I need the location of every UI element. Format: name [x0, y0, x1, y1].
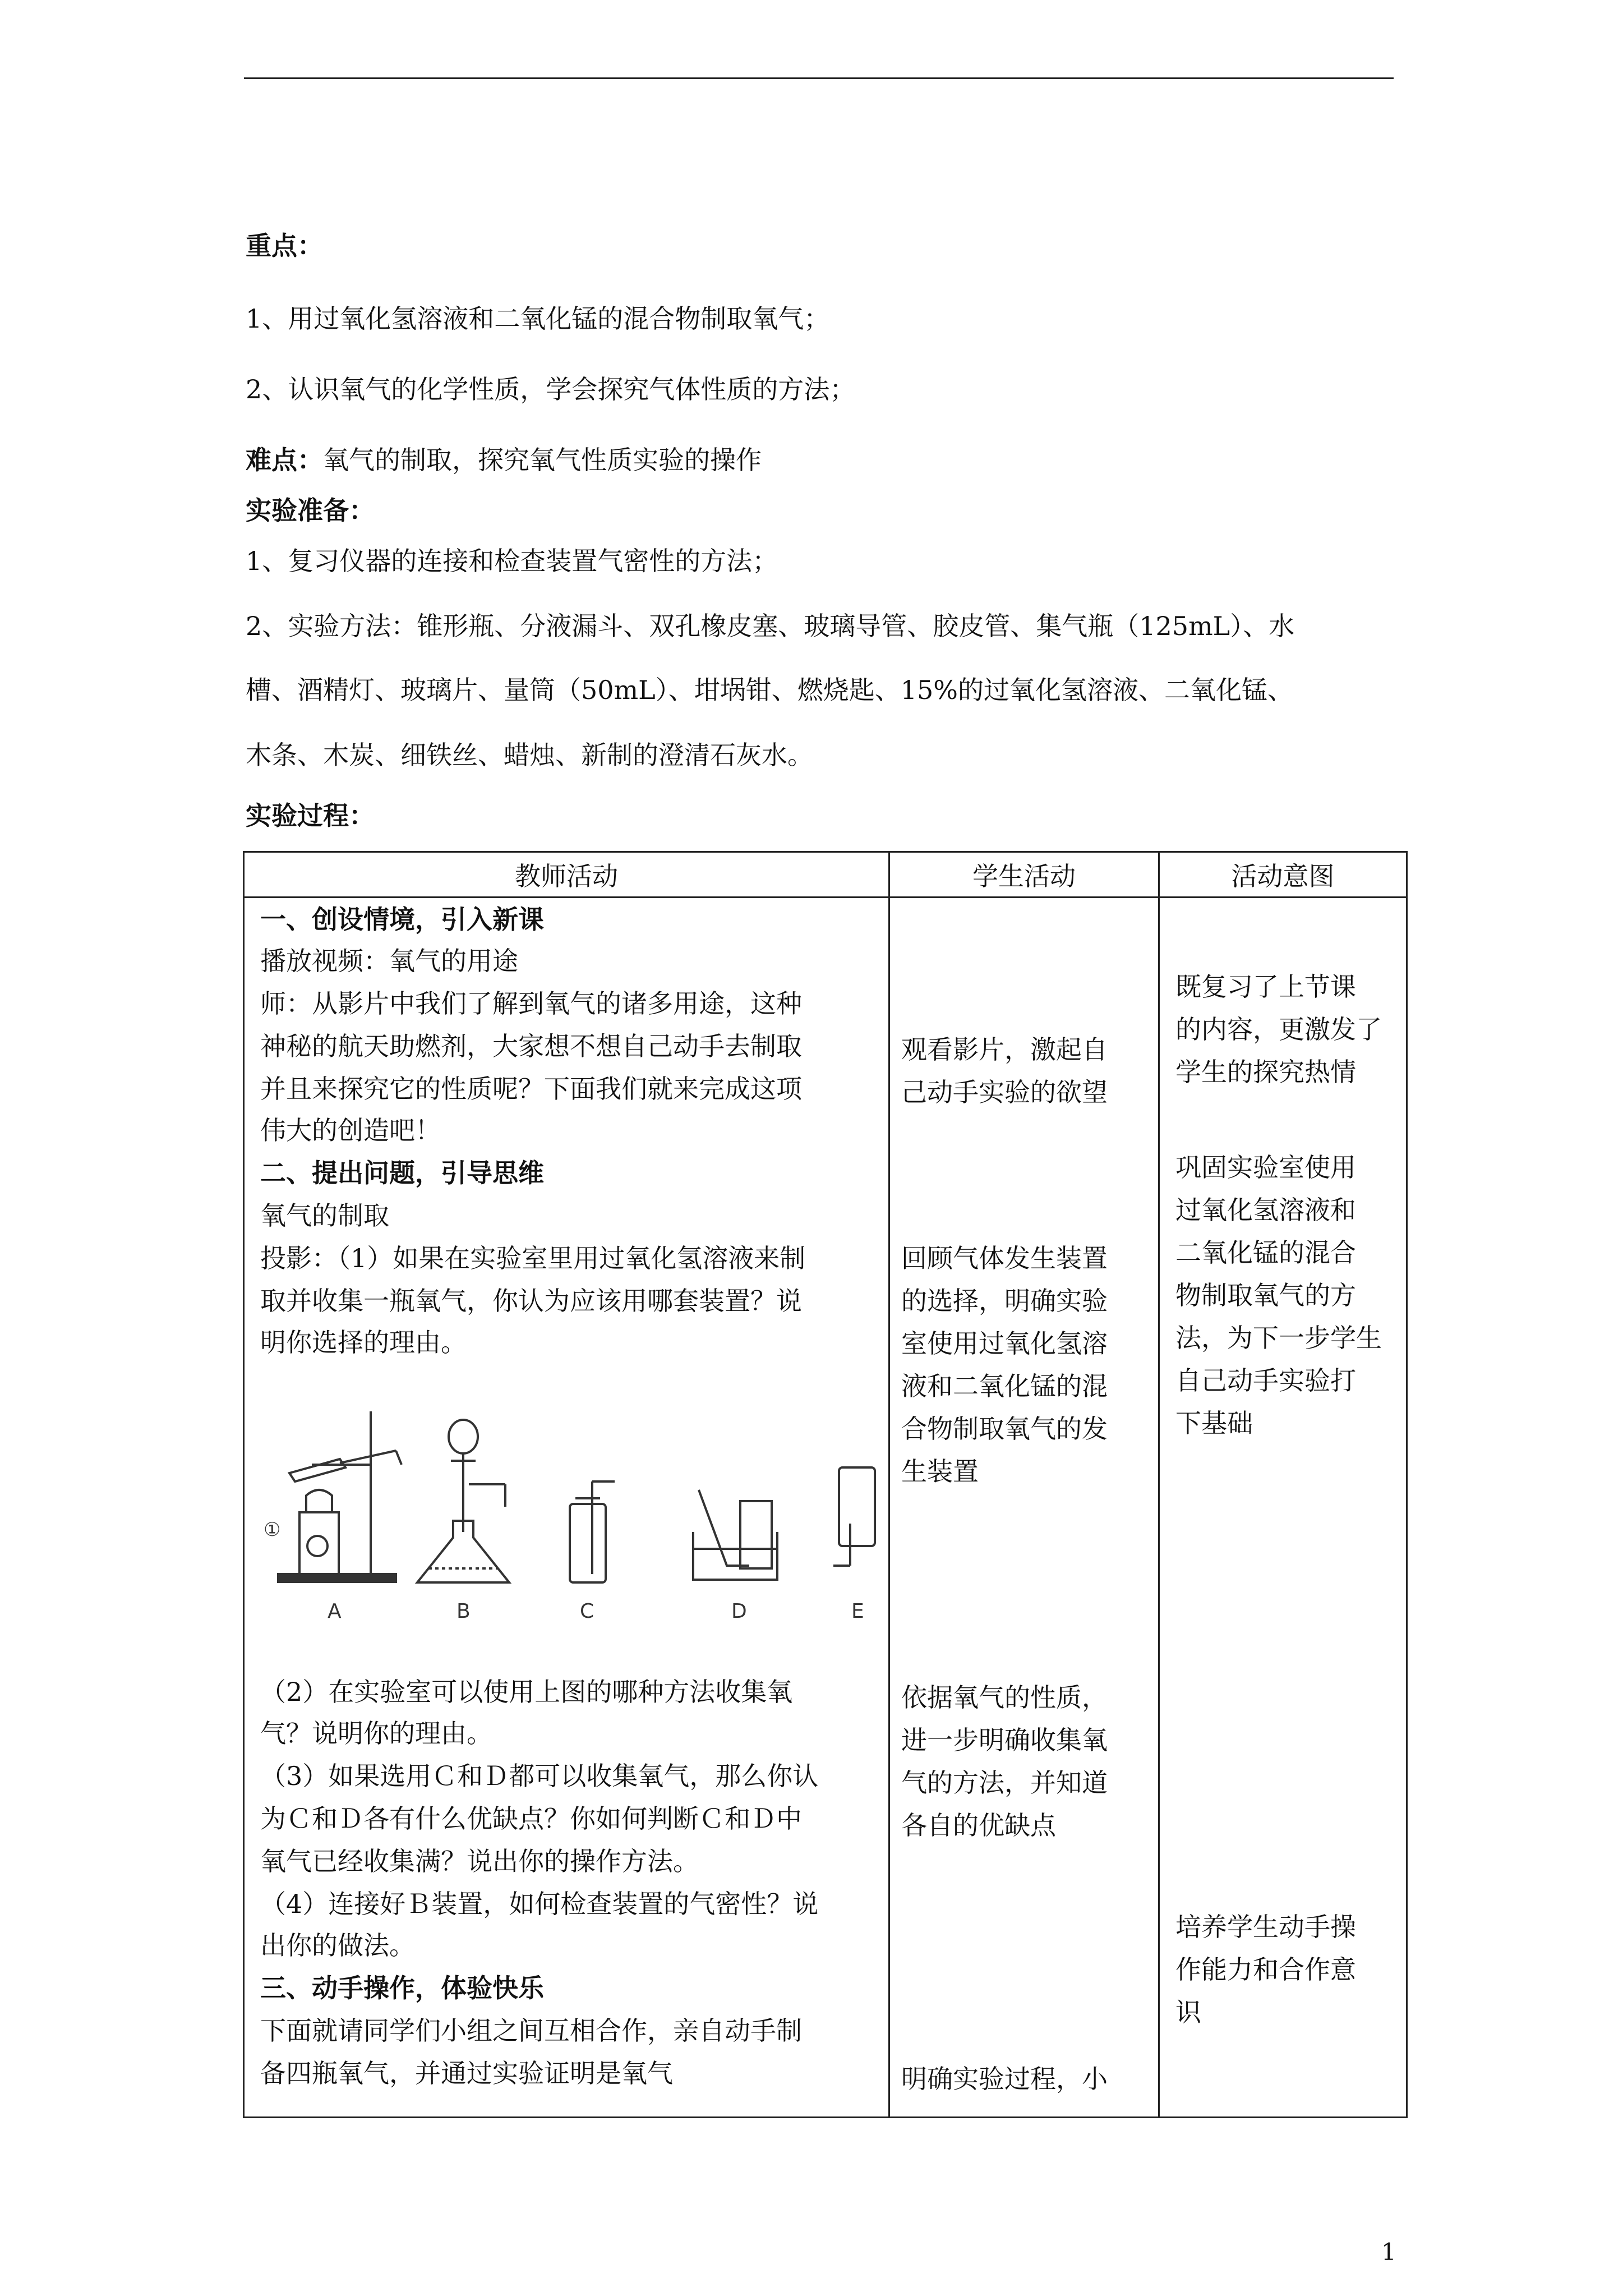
student-line: 生装置	[901, 1456, 979, 1487]
student-line: 室使用过氧化氢溶	[901, 1328, 1108, 1359]
student-line: 进一步明确收集氧	[901, 1725, 1108, 1755]
table-header-row	[244, 852, 1407, 898]
preparation-item-2-line-3: 木条、木炭、细铁丝、蜡烛、新制的澄清石灰水。	[246, 740, 813, 770]
student-line: 回顾气体发生装置	[901, 1243, 1108, 1273]
heat-source-marker: ①	[264, 1519, 281, 1541]
teacher-line: 并且来探究它的性质呢？下面我们就来完成这项	[260, 1074, 802, 1104]
preparation-item-1: 1、复习仪器的连接和检查装置气密性的方法；	[246, 546, 778, 576]
apparatus-label-e: E	[851, 1600, 864, 1623]
page-number: 1	[1381, 2238, 1396, 2266]
section-1-title: 一、创设情境，引入新课	[260, 904, 544, 935]
teacher-line: 出你的做法。	[260, 1930, 415, 1961]
table-body-row	[244, 898, 1407, 2118]
activity-intent-cell	[1159, 898, 1407, 2118]
teacher-line: 取并收集一瓶氧气，你认为应该用哪套装置？说	[260, 1286, 802, 1316]
apparatus-e	[833, 1467, 875, 1566]
apparatus-label-c: C	[580, 1600, 594, 1623]
teacher-line: （3）如果选用Ｃ和Ｄ都可以收集氧气，那么你认	[260, 1761, 819, 1791]
key-point-1: 1、用过氧化氢溶液和二氧化锰的混合物制取氧气；	[246, 303, 830, 334]
difficulty-line	[246, 443, 762, 477]
apparatus-label-d: D	[731, 1600, 747, 1623]
teacher-line: 伟大的创造吧！	[260, 1115, 441, 1145]
teacher-line: 投影：（1）如果在实验室里用过氧化氢溶液来制	[260, 1243, 806, 1273]
student-line: 合物制取氧气的发	[901, 1414, 1108, 1444]
teacher-line: 气？说明你的理由。	[260, 1718, 492, 1749]
teacher-line: 备四瓶氧气，并通过实验证明是氧气	[260, 2058, 673, 2088]
section-2-title: 二、提出问题，引导思维	[260, 1158, 544, 1188]
intent-line: 培养学生动手操	[1175, 1912, 1356, 1942]
header-activity-intent: 活动意图	[1159, 852, 1407, 898]
intent-line: 既复习了上节课	[1175, 972, 1356, 1002]
intent-line: 过氧化氢溶液和	[1175, 1195, 1356, 1225]
intent-line: 自己动手实验打	[1175, 1365, 1356, 1396]
teacher-line: 氧气的制取	[260, 1200, 389, 1231]
lesson-table	[243, 851, 1408, 2118]
intent-line: 识	[1175, 1997, 1201, 2027]
teacher-line: 为Ｃ和Ｄ各有什么优缺点？你如何判断Ｃ和Ｄ中	[260, 1803, 802, 1834]
intent-line: 作能力和合作意	[1175, 1954, 1356, 1985]
intent-line: 巩固实验室使用	[1175, 1152, 1356, 1182]
student-line: 液和二氧化锰的混	[901, 1371, 1108, 1401]
student-line: 观看影片，激起自	[901, 1034, 1108, 1065]
teacher-line: 下面就请同学们小组之间互相合作，亲自动手制	[260, 2016, 802, 2046]
difficulty-label: 难点：	[246, 445, 323, 475]
apparatus-b	[417, 1420, 509, 1582]
teacher-line: 氧气已经收集满？说出你的操作方法。	[260, 1846, 699, 1876]
key-points-heading: 重点：	[246, 231, 323, 261]
apparatus-label-a: A	[328, 1600, 342, 1623]
header-student-activity: 学生活动	[889, 852, 1159, 898]
header-teacher-activity: 教师活动	[244, 852, 889, 898]
key-point-2: 2、认识氧气的化学性质，学会探究气体性质的方法；	[246, 374, 856, 404]
teacher-activity-cell	[244, 898, 889, 2118]
intent-line: 学生的探究热情	[1175, 1057, 1356, 1087]
preparation-item-2-line-1: 2、实验方法：锥形瓶、分液漏斗、双孔橡皮塞、玻璃导管、胶皮管、集气瓶（125mL）、水	[246, 611, 1295, 641]
preparation-heading: 实验准备：	[246, 495, 375, 526]
intent-line: 下基础	[1175, 1408, 1253, 1438]
difficulty-text: 氧气的制取，探究氧气性质实验的操作	[323, 445, 762, 475]
intent-line: 的内容，更激发了	[1175, 1014, 1382, 1045]
teacher-line: （4）连接好Ｂ装置，如何检查装置的气密性？说	[260, 1889, 819, 1919]
apparatus-figure	[256, 1411, 878, 1625]
apparatus-label-b: B	[457, 1600, 471, 1623]
teacher-line: （2）在实验室可以使用上图的哪种方法收集氧	[260, 1677, 793, 1707]
apparatus-c	[570, 1481, 615, 1582]
student-activity-cell	[889, 898, 1159, 2118]
student-line: 各自的优缺点	[901, 1810, 1056, 1841]
intent-line: 物制取氧气的方	[1175, 1280, 1356, 1310]
section-3-title: 三、动手操作，体验快乐	[260, 1973, 544, 2003]
apparatus-a	[278, 1411, 402, 1582]
intent-line: 二氧化锰的混合	[1175, 1237, 1356, 1268]
apparatus-d	[693, 1490, 777, 1580]
student-line: 气的方法，并知道	[901, 1768, 1108, 1798]
student-line: 明确实验过程，小	[901, 2064, 1108, 2094]
student-line: 己动手实验的欲望	[901, 1077, 1108, 1107]
preparation-item-2-line-2: 槽、酒精灯、玻璃片、量筒（50mL）、坩埚钳、燃烧匙、15%的过氧化氢溶液、二氧化锰、	[246, 675, 1293, 705]
teacher-line: 明你选择的理由。	[260, 1327, 467, 1358]
header-rule	[244, 77, 1394, 79]
student-line: 依据氧气的性质，	[901, 1682, 1108, 1713]
teacher-line: 神秘的航天助燃剂，大家想不想自己动手去制取	[260, 1031, 802, 1061]
intent-line: 法，为下一步学生	[1175, 1323, 1382, 1353]
process-heading: 实验过程：	[246, 800, 375, 831]
teacher-line: 师：从影片中我们了解到氧气的诸多用途，这种	[260, 988, 802, 1019]
student-line: 的选择，明确实验	[901, 1286, 1108, 1316]
teacher-line: 播放视频：氧气的用途	[260, 946, 518, 976]
